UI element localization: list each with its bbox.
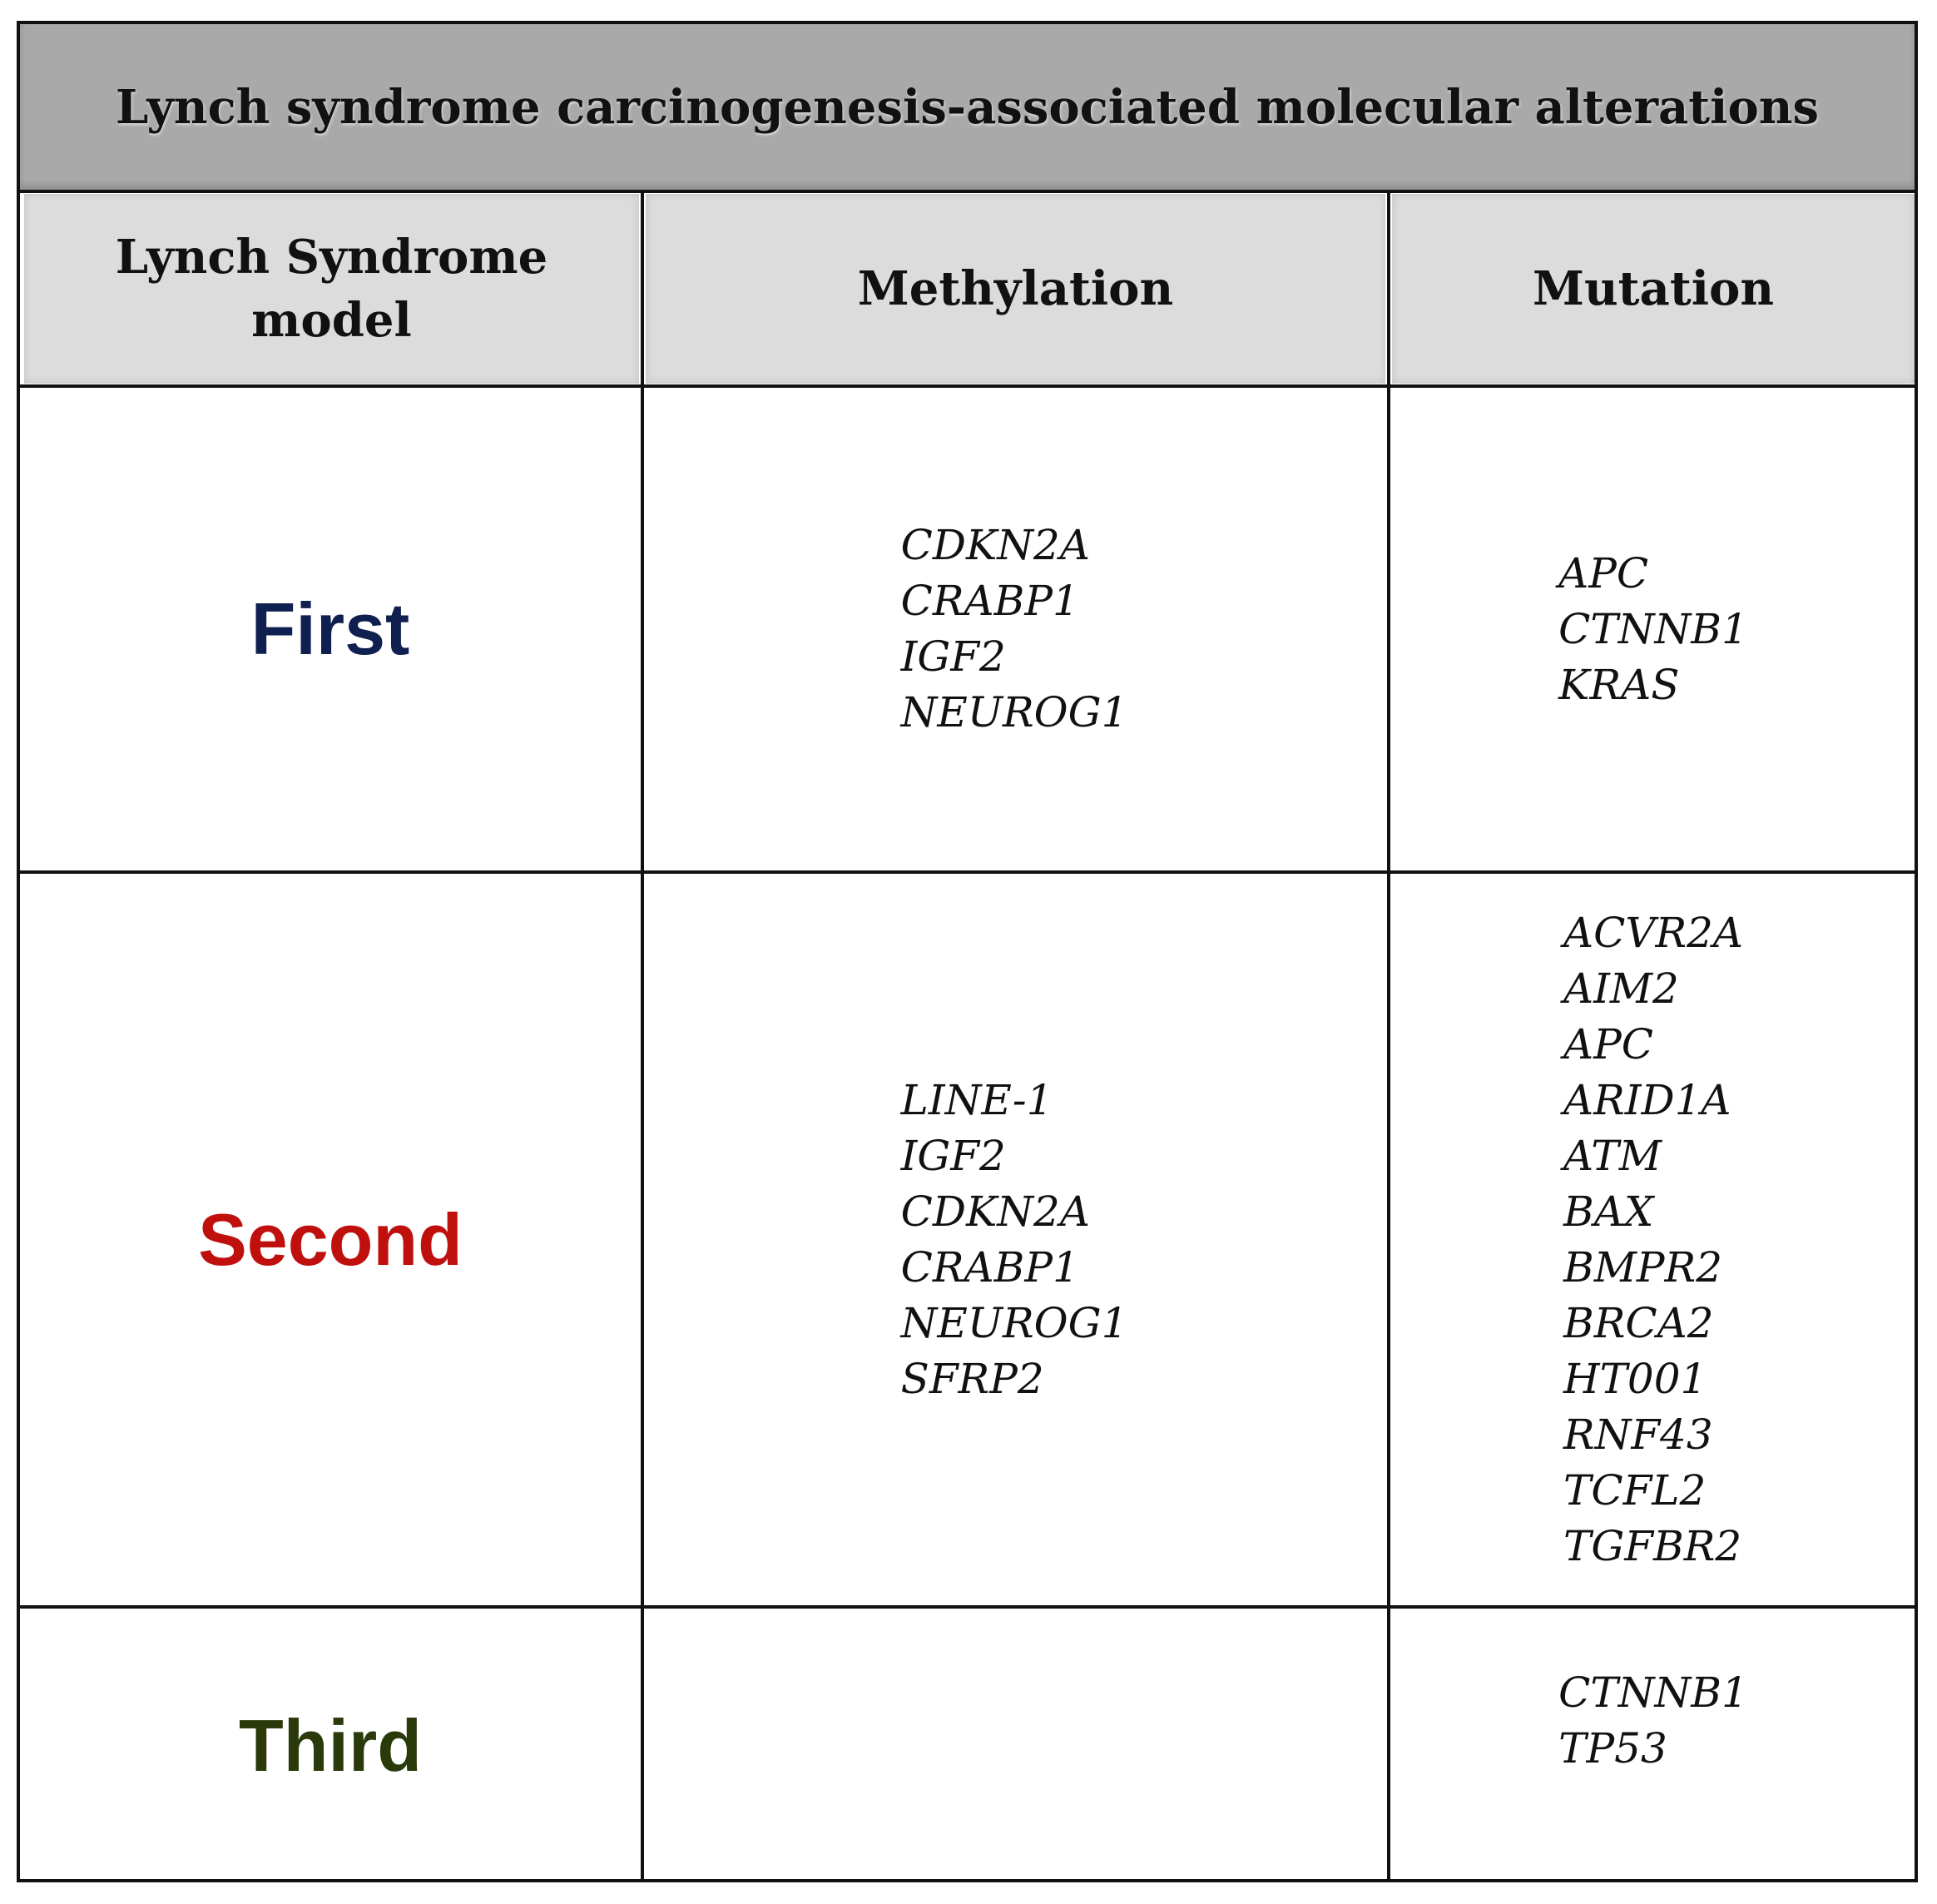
table-title: Lynch syndrome carcinogenesis-associated molecular alterations	[20, 24, 1915, 190]
gene-name: ATM	[1563, 1131, 1662, 1180]
gene-name: CDKN2A	[900, 1187, 1090, 1236]
gene-name: CDKN2A	[900, 521, 1090, 569]
column-header-mutation: Mutation	[1392, 194, 1915, 384]
methylation-gene-list	[901, 1073, 1128, 1407]
gene-name: AIM2	[1563, 964, 1679, 1013]
table-row-third-mutation-cell	[1390, 1609, 1916, 1883]
gene-name: CRABP1	[900, 1242, 1079, 1292]
gene-name: TCFL2	[1563, 1465, 1707, 1515]
methylation-gene-list	[901, 518, 1128, 741]
table-row-third-methylation-cell	[644, 1609, 1387, 1883]
gene-name: IGF2	[900, 632, 1006, 681]
alterations-table	[17, 21, 1918, 1882]
table-row-second-mutation-cell	[1390, 874, 1916, 1605]
gene-name: NEUROG1	[900, 1298, 1128, 1347]
gene-name: BAX	[1563, 1187, 1654, 1236]
gene-name: TGFBR2	[1563, 1521, 1742, 1570]
model-label-third: Third	[239, 1704, 422, 1787]
gene-name: RNF43	[1563, 1410, 1713, 1459]
gene-name: ARID1A	[1563, 1075, 1731, 1124]
table-grid	[20, 190, 1915, 1879]
table-row-first-methylation-cell	[644, 388, 1387, 870]
table-row-second-methylation-cell	[644, 874, 1387, 1605]
row-divider	[20, 190, 1915, 193]
table-row-first-model-cell	[20, 388, 641, 870]
gene-name: APC	[1558, 548, 1649, 597]
column-header-methylation: Methylation	[646, 194, 1385, 384]
gene-name: CRABP1	[900, 577, 1079, 625]
table-row-second-model-cell	[20, 874, 641, 1605]
model-label-first: First	[250, 588, 410, 670]
gene-name: HT001	[1563, 1354, 1707, 1403]
gene-name: ACVR2A	[1563, 908, 1744, 957]
gene-name: LINE-1	[900, 1075, 1053, 1124]
table-row-first-mutation-cell	[1390, 388, 1916, 870]
gene-name: BRCA2	[1563, 1298, 1714, 1347]
gene-name: CTNNB1	[1558, 604, 1748, 653]
gene-name: KRAS	[1558, 660, 1680, 709]
mutation-gene-list	[1563, 905, 1743, 1574]
gene-name: BMPR2	[1563, 1242, 1723, 1292]
mutation-gene-list	[1558, 546, 1748, 713]
gene-name: NEUROG1	[900, 688, 1128, 736]
table-row-third-model-cell	[20, 1609, 641, 1883]
gene-name: SFRP2	[900, 1354, 1044, 1403]
column-header-model: Lynch Syndrome model	[24, 194, 639, 384]
gene-name: IGF2	[900, 1131, 1006, 1180]
model-label-second: Second	[198, 1197, 463, 1281]
gene-name: APC	[1563, 1019, 1653, 1069]
gene-name: TP53	[1558, 1724, 1667, 1773]
gene-name: CTNNB1	[1558, 1668, 1748, 1717]
mutation-gene-list	[1558, 1665, 1748, 1777]
